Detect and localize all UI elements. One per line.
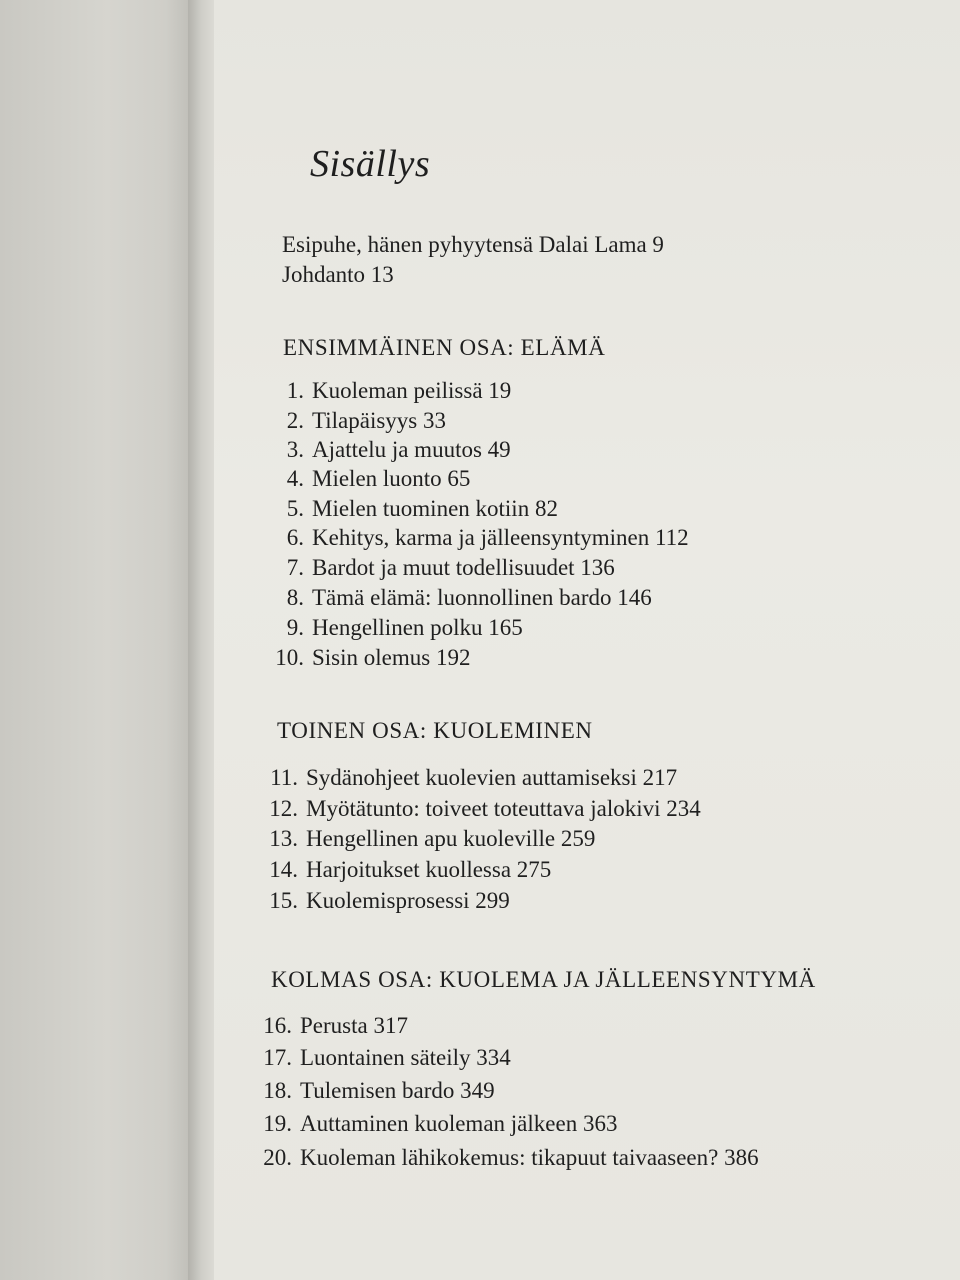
chapter-number: 1. <box>286 378 304 403</box>
chapter-number: 12. <box>269 796 298 821</box>
chapter-number: 10. <box>275 645 304 670</box>
left-page <box>0 0 195 1280</box>
chapter-number: 16. <box>263 1013 292 1038</box>
chapter-number: 9. <box>286 615 304 640</box>
toc-entry <box>256 1078 495 1104</box>
chapter-title: Hengellinen apu kuoleville 259 <box>306 826 596 851</box>
chapter-number: 18. <box>263 1078 292 1103</box>
chapter-title: Kuolemisprosessi 299 <box>306 888 510 913</box>
chapter-number: 19. <box>263 1111 292 1136</box>
chapter-number: 3. <box>286 437 304 462</box>
toc-entry <box>268 496 558 522</box>
chapter-title: Kuoleman lähikokemus: tikapuut taivaaseen? 386 <box>300 1145 759 1170</box>
toc-entry <box>268 645 470 671</box>
chapter-title: Auttaminen kuoleman jälkeen 363 <box>300 1111 618 1136</box>
chapter-title: Kehitys, karma ja jälleensyntyminen 112 <box>312 525 689 550</box>
toc-entry <box>268 378 511 404</box>
chapter-title: Bardot ja muut todellisuudet 136 <box>312 555 615 580</box>
chapter-title: Sisin olemus 192 <box>312 645 471 670</box>
chapter-title: Tilapäisyys 33 <box>312 408 446 433</box>
chapter-number: 13. <box>269 826 298 851</box>
toc-entry <box>268 585 652 611</box>
toc-entry <box>262 796 701 822</box>
page-title: Sisällys <box>310 143 431 185</box>
chapter-number: 7. <box>286 555 304 580</box>
chapter-title: Mielen tuominen kotiin 82 <box>312 496 558 521</box>
chapter-number: 11. <box>270 765 298 790</box>
chapter-title: Sydänohjeet kuolevien auttamiseksi 217 <box>306 765 678 790</box>
chapter-number: 6. <box>286 525 304 550</box>
toc-entry <box>268 615 523 641</box>
chapter-title: Ajattelu ja muutos 49 <box>312 437 511 462</box>
chapter-number: 4. <box>286 466 304 491</box>
chapter-title: Harjoitukset kuollessa 275 <box>306 857 552 882</box>
toc-entry <box>256 1013 408 1039</box>
part-heading-2: TOINEN OSA: KUOLEMINEN <box>277 718 593 743</box>
part-heading-1: ENSIMMÄINEN OSA: ELÄMÄ <box>283 335 606 360</box>
chapter-number: 5. <box>286 496 304 521</box>
chapter-title: Tulemisen bardo 349 <box>300 1078 495 1103</box>
chapter-title: Kuoleman peilissä 19 <box>312 378 512 403</box>
toc-entry <box>268 437 511 463</box>
front-matter-introduction: Johdanto 13 <box>282 262 394 287</box>
chapter-title: Perusta 317 <box>300 1013 408 1038</box>
toc-entry <box>262 765 677 791</box>
chapter-number: 14. <box>269 857 298 882</box>
chapter-title: Luontainen säteily 334 <box>300 1045 511 1070</box>
chapter-title: Myötätunto: toiveet toteuttava jalokivi 234 <box>306 796 701 821</box>
part-heading-3: KOLMAS OSA: KUOLEMA JA JÄLLEENSYNTYMÄ <box>271 967 816 992</box>
toc-entry <box>262 857 551 883</box>
chapter-number: 20. <box>263 1145 292 1170</box>
chapter-title: Tämä elämä: luonnollinen bardo 146 <box>312 585 652 610</box>
chapter-number: 2. <box>286 408 304 433</box>
toc-entry <box>268 466 470 492</box>
toc-entry <box>268 555 615 581</box>
toc-entry <box>262 826 595 852</box>
toc-entry <box>268 408 446 434</box>
chapter-number: 8. <box>286 585 304 610</box>
chapter-title: Mielen luonto 65 <box>312 466 471 491</box>
chapter-number: 17. <box>263 1045 292 1070</box>
toc-entry <box>256 1045 511 1071</box>
toc-entry <box>262 888 510 914</box>
chapter-title: Hengellinen polku 165 <box>312 615 523 640</box>
toc-entry <box>256 1145 759 1171</box>
front-matter-foreword: Esipuhe, hänen pyhyytensä Dalai Lama 9 <box>282 232 664 257</box>
toc-entry <box>256 1111 617 1137</box>
toc-entry <box>268 525 689 551</box>
chapter-number: 15. <box>269 888 298 913</box>
